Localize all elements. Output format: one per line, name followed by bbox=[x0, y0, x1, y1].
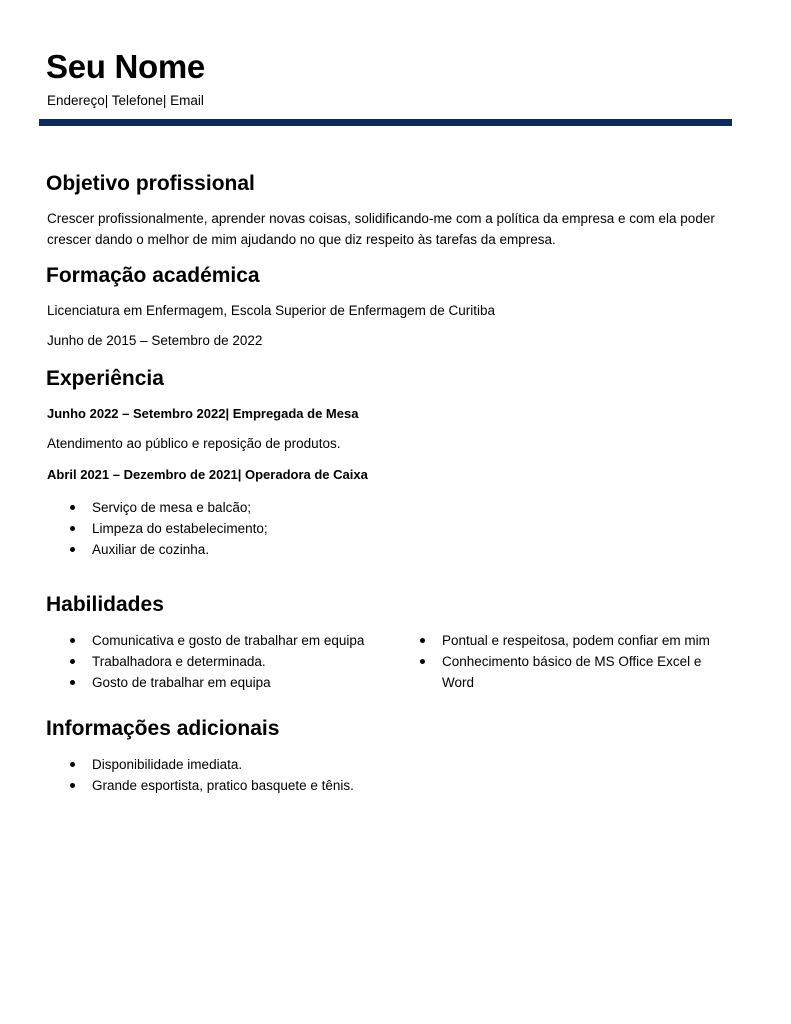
list-item: Gosto de trabalhar em equipa bbox=[70, 672, 400, 693]
job-desc-1: Atendimento ao público e reposição de produtos. bbox=[47, 436, 341, 451]
section-heading-adicionais: Informações adicionais bbox=[46, 717, 280, 740]
section-heading-objetivo: Objetivo profissional bbox=[46, 172, 255, 195]
resume-name: Seu Nome bbox=[46, 48, 205, 85]
contact-line: Endereço| Telefone| Email bbox=[47, 93, 204, 108]
list-item: Disponibilidade imediata. bbox=[70, 754, 354, 775]
list-item: Conhecimento básico de MS Office Excel e Word bbox=[420, 651, 720, 693]
list-item: Pontual e respeitosa, podem confiar em mim bbox=[420, 630, 720, 651]
job-title-2: Abril 2021 – Dezembro de 2021| Operadora de Caixa bbox=[47, 467, 368, 482]
list-item: Grande esportista, pratico basquete e tênis. bbox=[70, 775, 354, 796]
list-item: Comunicativa e gosto de trabalhar em equipa bbox=[70, 630, 400, 651]
section-heading-formacao: Formação académica bbox=[46, 264, 260, 287]
header-divider bbox=[39, 119, 732, 126]
additional-info-list bbox=[70, 754, 354, 796]
job-title-1: Junho 2022 – Setembro 2022| Empregada de Mesa bbox=[47, 406, 359, 421]
formacao-course: Licenciatura em Enfermagem, Escola Superior de Enfermagem de Curitiba bbox=[47, 303, 495, 318]
objetivo-text: Crescer profissionalmente, aprender novas coisas, solidificando-me com a política da empresa e com ela poder crescer dando o melhor de mim ajudando no que diz respeito às tarefas da empresa. bbox=[47, 211, 715, 247]
job2-task-list bbox=[70, 497, 268, 560]
list-item: Auxiliar de cozinha. bbox=[70, 539, 268, 560]
list-item: Trabalhadora e determinada. bbox=[70, 651, 400, 672]
list-item: Serviço de mesa e balcão; bbox=[70, 497, 268, 518]
section-heading-habilidades: Habilidades bbox=[46, 593, 164, 616]
section-heading-experiencia: Experiência bbox=[46, 367, 164, 390]
formacao-period: Junho de 2015 – Setembro de 2022 bbox=[47, 333, 263, 348]
list-item: Limpeza do estabelecimento; bbox=[70, 518, 268, 539]
skills-list-left bbox=[70, 630, 400, 693]
skills-list-right bbox=[420, 630, 720, 693]
